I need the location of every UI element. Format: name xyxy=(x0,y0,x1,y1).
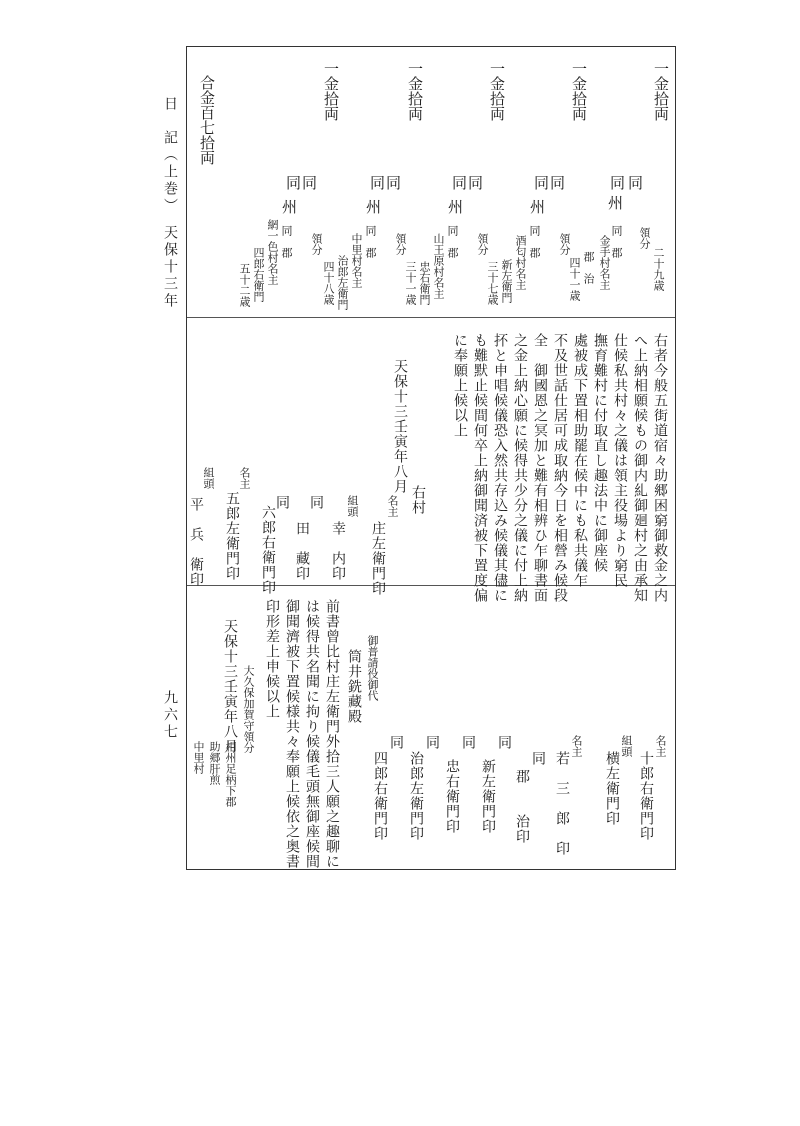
endorsement-office: 助郷肝煎 xyxy=(208,741,221,785)
endorsement-line-4: 印形差上申候以上 xyxy=(264,599,280,719)
addressee-title: 御普請役御代 xyxy=(366,635,379,701)
entry-4-same: 同 xyxy=(384,175,402,190)
endorsement-line-3: 御聞濟被下置候様共々奉願上候依之奥書 xyxy=(284,599,300,869)
petition-line-4: 撫育難村に付取直し趣法中に御座候 xyxy=(592,333,608,573)
entry-5-same-2: 同 xyxy=(284,175,302,190)
middle-section xyxy=(187,317,675,603)
entry-3-age: 三十一歳 xyxy=(404,261,417,305)
entry-5-name: 四郎右衛門 xyxy=(252,247,265,302)
entry-1-name: 郡 治 xyxy=(582,251,595,284)
entry-3-district: 同 郡 xyxy=(446,225,459,258)
petition-line-8: 之金上納心願に候得共少分之儀に付上納 xyxy=(512,333,528,603)
petition-line-5: 處被成下置相助罷在候中にも私共儀乍 xyxy=(572,333,588,588)
petition-sig-6-role: 組頭 xyxy=(202,467,215,489)
endorsement-line-1: 前書曾比村庄左衛門外拾三人願之趣聊に xyxy=(324,599,340,869)
entry-1-province: 州 xyxy=(606,195,624,210)
entry-3-province: 州 xyxy=(446,199,464,214)
entry-5-village: 網一色村名主 xyxy=(266,219,279,285)
total-amount: 合金百七拾両 xyxy=(198,75,216,165)
entry-2-district: 同 郡 xyxy=(528,225,541,258)
petition-line-1: 右者今般五街道宿々助郷困窮御救金之内 xyxy=(652,333,668,603)
petition-sig-3-role: 同 xyxy=(308,495,324,510)
entry-4-district: 同 郡 xyxy=(364,225,377,258)
lower-sig-7-role: 同 xyxy=(424,735,440,750)
endorsement-line-2: は候得共名聞に拘り候儀毛頭無御座候間 xyxy=(304,599,320,869)
lower-sig-4-name: 郡 治印 xyxy=(514,769,530,844)
entry-5-province: 州 xyxy=(280,199,298,214)
entry-1-same: 同 xyxy=(626,175,644,190)
petition-line-3: 仕候私共村々之儀は領主役場より窮民 xyxy=(612,333,628,588)
entry-4-name: 治郎左衛門 xyxy=(336,255,349,310)
entry-3-name: 忠右衛門 xyxy=(418,261,431,305)
petition-sig-1-role: 名主 xyxy=(386,495,399,517)
entry-2-province: 州 xyxy=(528,199,546,214)
upper-section xyxy=(187,47,675,317)
petition-sig-5-role: 名主 xyxy=(238,467,251,489)
petition-line-7: 全 御國恩之冥加と難有相辨ひ乍聊書面 xyxy=(532,333,548,603)
petition-sig-2-name: 幸 内印 xyxy=(330,521,346,581)
petition-sig-5-name: 五郎左衛門印 xyxy=(224,491,240,581)
petition-line-11: に奉願上候以上 xyxy=(452,333,468,438)
entry-1-district: 同 郡 xyxy=(610,225,623,258)
lower-sig-8-name: 四郎右衛門印 xyxy=(372,751,388,841)
endorsement-domain: 大久保加賀守領分 xyxy=(242,665,255,753)
petition-line-2: へ上納相願候もの御内糺御廻村之由承知 xyxy=(632,333,648,603)
entry-2-domain: 領分 xyxy=(558,233,571,255)
lower-sig-2-role: 組頭 xyxy=(620,735,633,757)
petition-line-10: も難默止候間何卒上納御聞済被下置度偏 xyxy=(472,333,488,603)
petition-sig-3-name: 田 藏印 xyxy=(294,521,310,581)
entry-4-same-2: 同 xyxy=(368,175,386,190)
lower-sig-5-role: 同 xyxy=(496,735,512,750)
entry-2-same: 同 xyxy=(548,175,566,190)
petition-sig-4-name: 六郎右衛門印 xyxy=(260,505,276,595)
lower-sig-7-name: 治郎左衛門印 xyxy=(408,751,424,841)
entry-3-village: 山王原村名主 xyxy=(432,233,445,299)
lower-sig-3-role: 名主 xyxy=(570,735,583,757)
amount-4: 一金拾両 xyxy=(406,61,424,121)
entry-4-domain: 領分 xyxy=(394,233,407,255)
amount-2: 一金拾両 xyxy=(570,61,588,121)
page-number: 九六七 xyxy=(162,690,178,741)
petition-line-9: 抔と申唱候儀恐入然共存込み候儀其儘に xyxy=(492,333,508,603)
petition-sig-4-role: 同 xyxy=(274,495,290,510)
entry-2-name: 新左衛門 xyxy=(500,259,513,303)
petition-line-6: 不及世話仕居可成取納今日を相營み候段 xyxy=(552,333,568,603)
lower-sig-2-name: 横左衛門印 xyxy=(604,751,620,826)
entry-1-age: 二十九歳 xyxy=(652,247,665,291)
petition-village: 右村 xyxy=(410,485,426,515)
entry-5-same: 同 xyxy=(300,175,318,190)
entry-4-province: 州 xyxy=(364,199,382,214)
amount-5: 一金拾両 xyxy=(322,61,340,121)
petition-sig-6-name: 平 兵 衛印 xyxy=(188,497,204,587)
lower-sig-6-role: 同 xyxy=(460,735,476,750)
entry-5-domain: 領分 xyxy=(310,233,323,255)
endorsement-date: 天保十三壬寅年八月 xyxy=(222,619,238,754)
page-frame xyxy=(186,46,676,870)
lower-sig-1-name: 十郎右衛門印 xyxy=(638,751,654,841)
entry-1-same-2: 同 xyxy=(608,175,626,190)
entry-1-village: 金手村名主 xyxy=(598,235,611,290)
entry-3-domain: 領分 xyxy=(476,233,489,255)
running-header: 日 記（上巻） 天保十三年 xyxy=(162,96,178,310)
endorsement-village: 中里村 xyxy=(192,741,205,774)
entry-4-village: 中里村名主 xyxy=(350,233,363,288)
entry-3-same: 同 xyxy=(466,175,484,190)
entry-3-same-2: 同 xyxy=(450,175,468,190)
lower-sig-8-role: 同 xyxy=(388,735,404,750)
lower-sig-3-name: 若 三 郎 印 xyxy=(554,751,570,856)
lower-sig-1-role: 名主 xyxy=(654,735,667,757)
entry-1-age-2: 四十一歳 xyxy=(568,257,581,301)
lower-sig-5-name: 新左衛門印 xyxy=(480,759,496,834)
petition-date: 天保十三壬寅年八月 xyxy=(392,359,408,494)
petition-sig-1-name: 庄左衛門印 xyxy=(370,521,386,596)
addressee: 筒井銑藏殿 xyxy=(346,649,362,724)
petition-sig-2-role: 組頭 xyxy=(346,495,359,517)
entry-1-domain: 領分 xyxy=(638,227,651,249)
entry-2-same-2: 同 xyxy=(532,175,550,190)
lower-sig-4-role: 同 xyxy=(530,751,546,766)
lower-sig-6-name: 忠右衛門印 xyxy=(444,759,460,834)
amount-3: 一金拾両 xyxy=(488,61,506,121)
entry-2-village: 酒匂村名主 xyxy=(514,235,527,290)
lower-section xyxy=(187,585,675,869)
entry-5-district: 同 郡 xyxy=(280,225,293,258)
entry-4-age: 四十八歳 xyxy=(322,261,335,305)
amount-1: 一金拾両 xyxy=(652,61,670,121)
entry-5-age: 五十二歳 xyxy=(238,263,251,307)
endorsement-district: 相州足柄下郡 xyxy=(224,741,237,807)
entry-2-age: 三十七歳 xyxy=(486,261,499,305)
